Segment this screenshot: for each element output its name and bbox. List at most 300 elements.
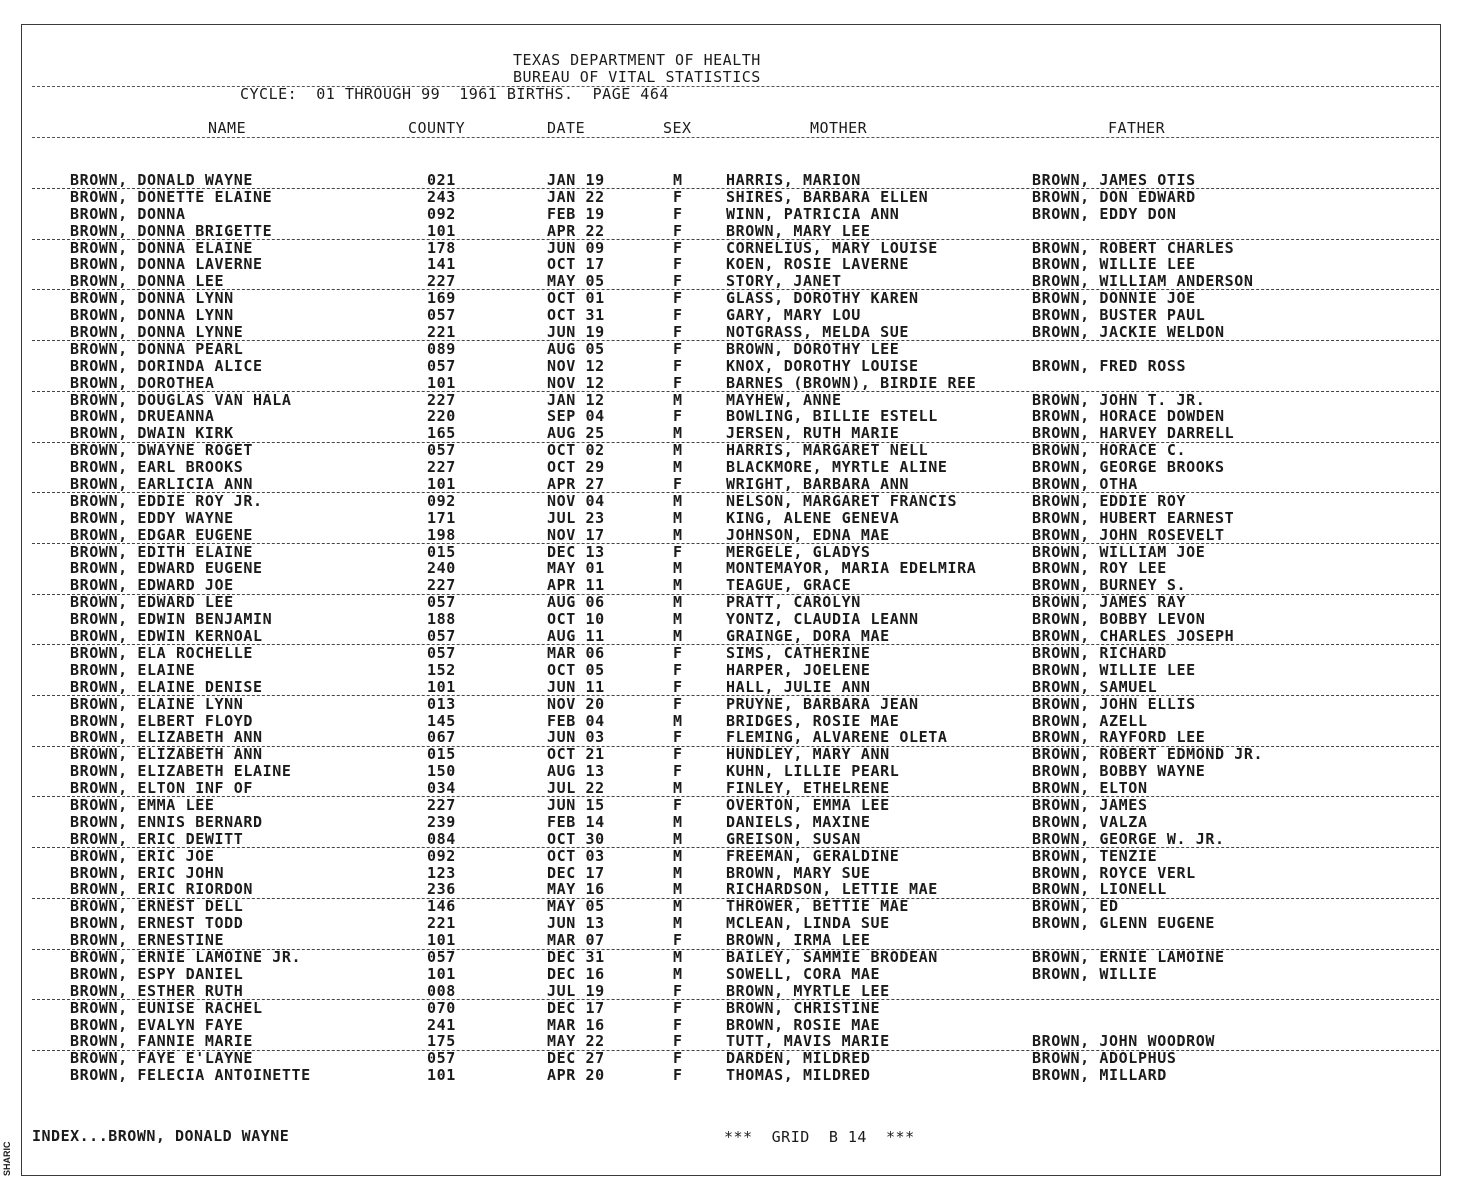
record-county: 227	[427, 272, 456, 291]
record-father: BROWN, BOBBY LEVON	[1032, 610, 1206, 629]
record-row	[0, 273, 1475, 290]
record-mother: KUHN, LILLIE PEARL	[726, 762, 900, 781]
record-date: AUG 05	[547, 339, 605, 358]
record-county: 123	[427, 863, 456, 882]
record-county: 089	[427, 339, 456, 358]
record-row	[0, 476, 1475, 493]
record-father: BROWN, JAMES RAY	[1032, 593, 1187, 612]
record-county: 057	[427, 1049, 456, 1068]
record-date: FEB 19	[547, 204, 605, 223]
record-father: BROWN, ROY LEE	[1032, 559, 1167, 578]
record-row	[0, 713, 1475, 730]
record-date: DEC 31	[547, 947, 605, 966]
record-row	[0, 949, 1475, 966]
record-row	[0, 560, 1475, 577]
record-county: 101	[427, 373, 456, 392]
record-sex: F	[673, 1049, 683, 1068]
record-father: BROWN, VALZA	[1032, 812, 1148, 831]
record-date: NOV 20	[547, 694, 605, 713]
record-row	[0, 983, 1475, 1000]
record-row	[0, 831, 1475, 848]
record-sex: F	[673, 272, 683, 291]
record-mother: DANIELS, MAXINE	[726, 812, 871, 831]
record-date: AUG 11	[547, 627, 605, 646]
record-county: 227	[427, 576, 456, 595]
record-sex: F	[673, 255, 683, 274]
column-header-rule	[32, 137, 1439, 138]
record-mother: HUNDLEY, MARY ANN	[726, 745, 890, 764]
record-date: OCT 30	[547, 829, 605, 848]
record-name: BROWN, ELAINE LYNN	[70, 694, 244, 713]
record-sex: F	[673, 660, 683, 679]
record-father: BROWN, SAMUEL	[1032, 677, 1158, 696]
record-name: BROWN, DONNA	[70, 204, 186, 223]
record-father: BROWN, JOHN ELLIS	[1032, 694, 1196, 713]
record-date: NOV 12	[547, 356, 605, 375]
record-sex: M	[673, 525, 683, 544]
record-father: BROWN, CHARLES JOSEPH	[1032, 627, 1235, 646]
record-row	[0, 645, 1475, 662]
record-father: BROWN, JOHN T. JR.	[1032, 390, 1206, 409]
record-county: 220	[427, 407, 456, 426]
record-father: BROWN, FRED ROSS	[1032, 356, 1187, 375]
record-name: BROWN, DOUGLAS VAN HALA	[70, 390, 292, 409]
record-sex: M	[673, 610, 683, 629]
record-row	[0, 594, 1475, 611]
record-father: BROWN, WILLIAM JOE	[1032, 542, 1206, 561]
record-name: BROWN, ELIZABETH ANN	[70, 728, 263, 747]
record-name: BROWN, EVALYN FAYE	[70, 1015, 244, 1034]
record-county: 175	[427, 1032, 456, 1051]
record-county: 101	[427, 931, 456, 950]
record-mother: PRUYNE, BARBARA JEAN	[726, 694, 919, 713]
record-row	[0, 780, 1475, 797]
record-sex: F	[673, 1032, 683, 1051]
record-row	[0, 611, 1475, 628]
record-county: 092	[427, 204, 456, 223]
record-name: BROWN, FELECIA ANTOINETTE	[70, 1066, 311, 1085]
record-sex: M	[673, 964, 683, 983]
record-mother: FLEMING, ALVARENE OLETA	[726, 728, 948, 747]
record-row	[0, 189, 1475, 206]
record-name: BROWN, ERIC JOHN	[70, 863, 225, 882]
record-sex: F	[673, 339, 683, 358]
record-mother: BROWN, CHRISTINE	[726, 998, 881, 1017]
record-mother: BROWN, DOROTHY LEE	[726, 339, 900, 358]
record-row	[0, 814, 1475, 831]
record-father: BROWN, OTHA	[1032, 475, 1138, 494]
record-county: 146	[427, 897, 456, 916]
record-name: BROWN, DWAIN KIRK	[70, 424, 234, 443]
record-date: JUN 19	[547, 323, 605, 342]
record-name: BROWN, DONETTE ELAINE	[70, 187, 273, 206]
record-sex: M	[673, 914, 683, 933]
record-father: BROWN, HARVEY DARRELL	[1032, 424, 1235, 443]
record-county: 141	[427, 255, 456, 274]
record-name: BROWN, ERIC JOE	[70, 846, 215, 865]
column-sex: SEX	[663, 119, 692, 137]
record-date: JAN 12	[547, 390, 605, 409]
record-name: BROWN, EMMA LEE	[70, 795, 215, 814]
record-date: OCT 21	[547, 745, 605, 764]
record-sex: M	[673, 458, 683, 477]
record-father: BROWN, DON EDWARD	[1032, 187, 1196, 206]
record-mother: SIMS, CATHERINE	[726, 643, 871, 662]
record-name: BROWN, ENNIS BERNARD	[70, 812, 263, 831]
record-father: BROWN, WILLIE LEE	[1032, 660, 1196, 679]
record-sex: F	[673, 728, 683, 747]
record-county: 145	[427, 711, 456, 730]
record-date: NOV 17	[547, 525, 605, 544]
record-name: BROWN, DONNA BRIGETTE	[70, 221, 273, 240]
record-date: OCT 17	[547, 255, 605, 274]
record-name: BROWN, FANNIE MARIE	[70, 1032, 253, 1051]
record-name: BROWN, ERNEST TODD	[70, 914, 244, 933]
header-cycle: CYCLE: 01 THROUGH 99 1961 BIRTHS. PAGE 464	[240, 85, 669, 103]
record-sex: F	[673, 998, 683, 1017]
side-mark: SHARIC	[2, 1141, 12, 1176]
record-sex: M	[673, 390, 683, 409]
record-name: BROWN, DORINDA ALICE	[70, 356, 263, 375]
records-list	[0, 172, 1475, 1084]
record-name: BROWN, EUNISE RACHEL	[70, 998, 263, 1017]
record-county: 101	[427, 221, 456, 240]
record-name: BROWN, EDITH ELAINE	[70, 542, 253, 561]
record-date: FEB 04	[547, 711, 605, 730]
record-sex: M	[673, 947, 683, 966]
record-row	[0, 898, 1475, 915]
record-date: APR 27	[547, 475, 605, 494]
record-row	[0, 797, 1475, 814]
record-county: 198	[427, 525, 456, 544]
record-sex: M	[673, 508, 683, 527]
record-father: BROWN, JOHN WOODROW	[1032, 1032, 1215, 1051]
record-county: 178	[427, 238, 456, 257]
record-row	[0, 408, 1475, 425]
record-mother: BAILEY, SAMMIE BRODEAN	[726, 947, 938, 966]
record-sex: F	[673, 204, 683, 223]
record-mother: TEAGUE, GRACE	[726, 576, 852, 595]
record-county: 239	[427, 812, 456, 831]
record-date: SEP 04	[547, 407, 605, 426]
record-date: JUN 03	[547, 728, 605, 747]
record-date: MAR 07	[547, 931, 605, 950]
record-date: JUN 13	[547, 914, 605, 933]
record-mother: HALL, JULIE ANN	[726, 677, 871, 696]
record-county: 240	[427, 559, 456, 578]
record-father: BROWN, EDDY DON	[1032, 204, 1177, 223]
record-name: BROWN, DONNA LEE	[70, 272, 225, 291]
record-county: 084	[427, 829, 456, 848]
record-sex: F	[673, 407, 683, 426]
record-date: JUL 19	[547, 981, 605, 1000]
record-sex: M	[673, 880, 683, 899]
record-date: JAN 22	[547, 187, 605, 206]
record-father: BROWN, JACKIE WELDON	[1032, 323, 1225, 342]
record-father: BROWN, ROBERT EDMOND JR.	[1032, 745, 1264, 764]
record-father: BROWN, ROYCE VERL	[1032, 863, 1196, 882]
record-date: OCT 29	[547, 458, 605, 477]
record-county: 057	[427, 441, 456, 460]
record-name: BROWN, EDWARD EUGENE	[70, 559, 263, 578]
record-name: BROWN, ELA ROCHELLE	[70, 643, 253, 662]
record-row	[0, 1067, 1475, 1084]
record-row	[0, 679, 1475, 696]
record-mother: NELSON, MARGARET FRANCIS	[726, 491, 958, 510]
record-name: BROWN, ERNEST DELL	[70, 897, 244, 916]
record-date: AUG 06	[547, 593, 605, 612]
record-county: 067	[427, 728, 456, 747]
record-name: BROWN, FAYE E'LAYNE	[70, 1049, 253, 1068]
record-row	[0, 341, 1475, 358]
record-date: MAY 01	[547, 559, 605, 578]
record-row	[0, 375, 1475, 392]
record-sex: F	[673, 1015, 683, 1034]
record-sex: M	[673, 559, 683, 578]
record-row	[0, 1017, 1475, 1034]
record-county: 057	[427, 593, 456, 612]
record-sex: M	[673, 829, 683, 848]
record-row	[0, 763, 1475, 780]
record-county: 057	[427, 947, 456, 966]
record-name: BROWN, DONNA LYNN	[70, 289, 234, 308]
record-date: NOV 04	[547, 491, 605, 510]
record-row	[0, 746, 1475, 763]
record-row	[0, 493, 1475, 510]
record-father: BROWN, GEORGE W. JR.	[1032, 829, 1225, 848]
record-sex: F	[673, 356, 683, 375]
record-county: 101	[427, 964, 456, 983]
record-sex: F	[673, 475, 683, 494]
record-county: 092	[427, 491, 456, 510]
record-sex: M	[673, 424, 683, 443]
record-mother: FREEMAN, GERALDINE	[726, 846, 900, 865]
record-county: 057	[427, 306, 456, 325]
record-mother: DARDEN, MILDRED	[726, 1049, 871, 1068]
record-mother: JOHNSON, EDNA MAE	[726, 525, 890, 544]
record-row	[0, 696, 1475, 713]
record-name: BROWN, DRUEANNA	[70, 407, 215, 426]
record-father: BROWN, GLENN EUGENE	[1032, 914, 1215, 933]
record-father: BROWN, LIONELL	[1032, 880, 1167, 899]
record-mother: BROWN, ROSIE MAE	[726, 1015, 881, 1034]
record-row	[0, 1033, 1475, 1050]
record-sex: F	[673, 306, 683, 325]
record-mother: MONTEMAYOR, MARIA EDELMIRA	[726, 559, 977, 578]
record-sex: F	[673, 187, 683, 206]
record-name: BROWN, ERNIE LAMOINE JR.	[70, 947, 302, 966]
record-mother: JERSEN, RUTH MARIE	[726, 424, 900, 443]
record-father: BROWN, RAYFORD LEE	[1032, 728, 1206, 747]
record-mother: FINLEY, ETHELRENE	[726, 779, 890, 798]
record-mother: WRIGHT, BARBARA ANN	[726, 475, 909, 494]
record-mother: BROWN, MARY LEE	[726, 221, 871, 240]
record-mother: SOWELL, CORA MAE	[726, 964, 881, 983]
record-county: 008	[427, 981, 456, 1000]
record-mother: HARPER, JOELENE	[726, 660, 871, 679]
record-date: AUG 25	[547, 424, 605, 443]
record-father: BROWN, JAMES	[1032, 795, 1148, 814]
record-name: BROWN, ESTHER RUTH	[70, 981, 244, 1000]
record-name: BROWN, DONNA ELAINE	[70, 238, 253, 257]
record-mother: STORY, JANET	[726, 272, 842, 291]
column-father: FATHER	[1108, 119, 1166, 137]
record-name: BROWN, ERNESTINE	[70, 931, 225, 950]
record-county: 057	[427, 627, 456, 646]
record-row	[0, 324, 1475, 341]
record-name: BROWN, ERIC DEWITT	[70, 829, 244, 848]
record-name: BROWN, ELBERT FLOYD	[70, 711, 253, 730]
record-mother: TUTT, MAVIS MARIE	[726, 1032, 890, 1051]
record-sex: F	[673, 289, 683, 308]
grid-label: *** GRID B 14 ***	[724, 1128, 915, 1146]
record-county: 227	[427, 390, 456, 409]
record-father: BROWN, WILLIE	[1032, 964, 1158, 983]
record-mother: PRATT, CAROLYN	[726, 593, 861, 612]
record-mother: THROWER, BETTIE MAE	[726, 897, 909, 916]
record-sex: F	[673, 238, 683, 257]
record-mother: GREISON, SUSAN	[726, 829, 861, 848]
record-row	[0, 459, 1475, 476]
record-father: BROWN, WILLIE LEE	[1032, 255, 1196, 274]
record-county: 227	[427, 458, 456, 477]
column-name: NAME	[208, 119, 247, 137]
record-mother: SHIRES, BARBARA ELLEN	[726, 187, 929, 206]
record-date: OCT 10	[547, 610, 605, 629]
record-sex: M	[673, 171, 683, 189]
record-date: MAY 22	[547, 1032, 605, 1051]
record-row	[0, 442, 1475, 459]
index-label: INDEX...BROWN, DONALD WAYNE	[32, 1127, 290, 1145]
record-father: BROWN, RICHARD	[1032, 643, 1167, 662]
record-date: OCT 02	[547, 441, 605, 460]
record-sex: F	[673, 762, 683, 781]
record-father: BROWN, EDDIE ROY	[1032, 491, 1187, 510]
record-name: BROWN, DONNA LYNN	[70, 306, 234, 325]
record-date: DEC 16	[547, 964, 605, 983]
record-date: JUN 15	[547, 795, 605, 814]
record-name: BROWN, EDWIN BENJAMIN	[70, 610, 273, 629]
record-sex: M	[673, 627, 683, 646]
record-name: BROWN, ELAINE	[70, 660, 196, 679]
record-county: 070	[427, 998, 456, 1017]
record-county: 221	[427, 914, 456, 933]
record-date: OCT 05	[547, 660, 605, 679]
record-father: BROWN, WILLIAM ANDERSON	[1032, 272, 1254, 291]
column-county: COUNTY	[408, 119, 466, 137]
record-name: BROWN, ELIZABETH ANN	[70, 745, 263, 764]
record-father: BROWN, HUBERT EARNEST	[1032, 508, 1235, 527]
record-name: BROWN, ERIC RIORDON	[70, 880, 253, 899]
record-mother: KING, ALENE GENEVA	[726, 508, 900, 527]
record-mother: KOEN, ROSIE LAVERNE	[726, 255, 909, 274]
record-row	[0, 256, 1475, 273]
record-father: BROWN, JOHN ROSEVELT	[1032, 525, 1225, 544]
record-father: BROWN, HORACE DOWDEN	[1032, 407, 1225, 426]
record-date: DEC 17	[547, 998, 605, 1017]
record-row	[0, 425, 1475, 442]
record-father: BROWN, BUSTER PAUL	[1032, 306, 1206, 325]
record-sex: F	[673, 323, 683, 342]
record-mother: BOWLING, BILLIE ESTELL	[726, 407, 938, 426]
record-sex: M	[673, 812, 683, 831]
record-county: 165	[427, 424, 456, 443]
record-mother: BROWN, MARY SUE	[726, 863, 871, 882]
record-row	[0, 881, 1475, 898]
record-name: BROWN, ESPY DANIEL	[70, 964, 244, 983]
record-county: 092	[427, 846, 456, 865]
record-county: 227	[427, 795, 456, 814]
record-date: MAY 16	[547, 880, 605, 899]
record-county: 021	[427, 171, 456, 189]
record-mother: BROWN, IRMA LEE	[726, 931, 871, 950]
record-county: 101	[427, 677, 456, 696]
record-county: 221	[427, 323, 456, 342]
record-row	[0, 307, 1475, 324]
record-mother: WINN, PATRICIA ANN	[726, 204, 900, 223]
record-name: BROWN, DONNA LYNNE	[70, 323, 244, 342]
record-sex: M	[673, 491, 683, 510]
record-father: BROWN, DONNIE JOE	[1032, 289, 1196, 308]
record-row	[0, 240, 1475, 257]
record-name: BROWN, DWAYNE ROGET	[70, 441, 253, 460]
record-mother: GARY, MARY LOU	[726, 306, 861, 325]
record-date: OCT 03	[547, 846, 605, 865]
record-name: BROWN, EDWARD LEE	[70, 593, 234, 612]
record-row	[0, 510, 1475, 527]
record-date: OCT 31	[547, 306, 605, 325]
record-row	[0, 848, 1475, 865]
record-date: OCT 01	[547, 289, 605, 308]
record-row	[0, 544, 1475, 561]
record-name: BROWN, DONNA PEARL	[70, 339, 244, 358]
record-mother: HARRIS, MARION	[726, 171, 861, 189]
record-father: BROWN, ROBERT CHARLES	[1032, 238, 1235, 257]
record-county: 169	[427, 289, 456, 308]
record-name: BROWN, EDDY WAYNE	[70, 508, 234, 527]
record-father: BROWN, JAMES OTIS	[1032, 171, 1196, 189]
record-sex: F	[673, 542, 683, 561]
record-sex: M	[673, 441, 683, 460]
record-name: BROWN, DOROTHEA	[70, 373, 215, 392]
record-mother: BARNES (BROWN), BIRDIE REE	[726, 373, 977, 392]
record-row	[0, 915, 1475, 932]
record-date: FEB 14	[547, 812, 605, 831]
record-date: DEC 17	[547, 863, 605, 882]
record-date: JUN 11	[547, 677, 605, 696]
record-mother: RICHARDSON, LETTIE MAE	[726, 880, 938, 899]
record-row	[0, 527, 1475, 544]
record-county: 057	[427, 643, 456, 662]
record-row	[0, 865, 1475, 882]
record-sex: F	[673, 745, 683, 764]
record-father: BROWN, HORACE C.	[1032, 441, 1187, 460]
record-row	[0, 172, 1475, 189]
record-mother: MCLEAN, LINDA SUE	[726, 914, 890, 933]
record-row	[0, 932, 1475, 949]
record-county: 150	[427, 762, 456, 781]
record-mother: BLACKMORE, MYRTLE ALINE	[726, 458, 948, 477]
record-name: BROWN, DONALD WAYNE	[70, 171, 253, 189]
record-county: 152	[427, 660, 456, 679]
record-father: BROWN, BURNEY S.	[1032, 576, 1187, 595]
record-father: BROWN, ED	[1032, 897, 1119, 916]
record-mother: BROWN, MYRTLE LEE	[726, 981, 890, 1000]
record-father: BROWN, ADOLPHUS	[1032, 1049, 1177, 1068]
record-sex: F	[673, 373, 683, 392]
record-date: APR 11	[547, 576, 605, 595]
record-county: 057	[427, 356, 456, 375]
